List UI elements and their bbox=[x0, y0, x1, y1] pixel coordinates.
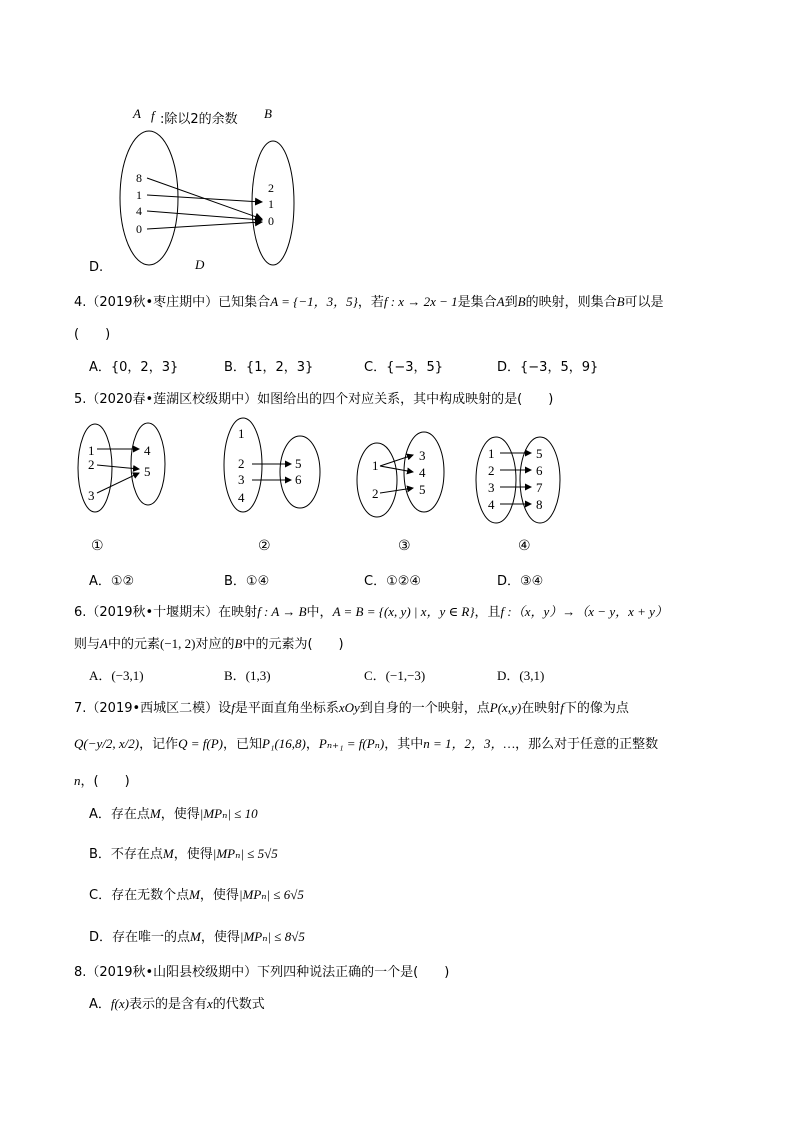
svg-text:5: 5 bbox=[295, 456, 302, 471]
answer-blank: ( ) bbox=[74, 327, 111, 342]
question-source: （2019秋•十堰期末） bbox=[86, 605, 219, 620]
q-expression: Q(−y/2, x/2) bbox=[74, 736, 140, 751]
right-elem: 1 bbox=[268, 197, 274, 211]
svg-text:5: 5 bbox=[536, 446, 543, 461]
option-c[interactable]: C．①②④ bbox=[364, 574, 422, 589]
left-elem: 8 bbox=[136, 171, 142, 185]
svg-text:4: 4 bbox=[238, 490, 245, 505]
option-d[interactable]: D．(3,1) bbox=[497, 668, 545, 683]
q7-stem-line1: 7.（2019•西城区二模）设f是平面直角坐标系xOy到自身的一个映射，点P(x,y)在映射f下的像为点 bbox=[74, 700, 629, 716]
right-elem: 0 bbox=[268, 214, 274, 228]
q8-stem: 8.（2019秋•山阳县校级期中）下列四种说法正确的一个是( ) bbox=[74, 965, 450, 980]
svg-text:6: 6 bbox=[536, 463, 543, 478]
q4-stem: 4.（2019秋•枣庄期中）已知集合A = {−1，3，5}，若f : x → 2x − 1是集合A到B的映射，则集合B可以是 bbox=[74, 294, 664, 310]
q7-stem-line3: n，( ) bbox=[74, 773, 130, 789]
left-elem: 1 bbox=[136, 188, 142, 202]
diagram-3 bbox=[357, 432, 444, 517]
option-d-letter: D. bbox=[89, 260, 104, 275]
option-b[interactable]: B．(1,3) bbox=[224, 668, 271, 683]
svg-text:2: 2 bbox=[88, 457, 95, 472]
option-a[interactable]: A．{0，2，3} bbox=[89, 360, 179, 375]
svg-text:1: 1 bbox=[88, 443, 95, 458]
right-elem: 2 bbox=[268, 181, 274, 195]
svg-text:5: 5 bbox=[144, 464, 151, 479]
option-a[interactable]: A．①② bbox=[89, 574, 135, 589]
option-c[interactable]: C．(−1,−3) bbox=[364, 668, 426, 683]
svg-text:4: 4 bbox=[488, 497, 495, 512]
question-number: 5. bbox=[74, 392, 87, 407]
svg-text:2: 2 bbox=[238, 456, 245, 471]
option-b[interactable]: B．不存在点M，使得|MPₙ| ≤ 5√5 bbox=[89, 846, 278, 862]
question-source: （2019秋•枣庄期中） bbox=[86, 295, 219, 310]
question-number: 6. bbox=[74, 605, 87, 620]
question-number: 7. bbox=[74, 701, 87, 716]
question-number: 8. bbox=[74, 965, 87, 980]
question-source: （2019•西城区二模） bbox=[86, 701, 219, 716]
svg-text:3: 3 bbox=[488, 480, 495, 495]
diagram-1 bbox=[78, 423, 165, 512]
diagram-4 bbox=[476, 437, 560, 523]
svg-text:2: 2 bbox=[488, 463, 495, 478]
svg-text:6: 6 bbox=[295, 472, 302, 487]
option-a[interactable]: A．存在点M，使得|MPₙ| ≤ 10 bbox=[89, 806, 258, 822]
svg-text:7: 7 bbox=[536, 480, 543, 495]
set-b-label: B bbox=[264, 106, 272, 121]
svg-text:4: 4 bbox=[144, 443, 151, 458]
option-d[interactable]: D．{−3，5，9} bbox=[497, 360, 599, 375]
option-b[interactable]: B．①④ bbox=[224, 574, 270, 589]
q6-stem-line1: 6.（2019秋•十堰期末）在映射f : A → B中，A = B = {(x, y) | x，y ∈ R}，且f :（x，y）→（x − y，x + y） bbox=[74, 604, 668, 620]
svg-text:3: 3 bbox=[88, 488, 95, 503]
diagram-caption: D bbox=[195, 257, 205, 272]
function-symbol: f bbox=[151, 108, 155, 123]
set-expression: A = {−1，3，5} bbox=[270, 294, 358, 309]
svg-text:1: 1 bbox=[488, 446, 495, 461]
svg-text:3: 3 bbox=[238, 472, 245, 487]
svg-text:3: 3 bbox=[419, 448, 426, 463]
q5-stem: 5.（2020春•莲湖区校级期中）如图给出的四个对应关系，其中构成映射的是( ) bbox=[74, 392, 554, 407]
option-b[interactable]: B．{1，2，3} bbox=[224, 360, 314, 375]
diagram-4-label: ④ bbox=[518, 538, 531, 554]
question-number: 4. bbox=[74, 295, 87, 310]
svg-text:8: 8 bbox=[536, 497, 543, 512]
diagram-2-label: ② bbox=[258, 538, 271, 554]
option-d[interactable]: D．存在唯一的点M，使得|MPₙ| ≤ 8√5 bbox=[89, 929, 305, 945]
svg-text:1: 1 bbox=[238, 426, 245, 441]
diagram-2 bbox=[224, 418, 320, 512]
svg-text:5: 5 bbox=[419, 482, 426, 497]
diagram-3-label: ③ bbox=[398, 538, 411, 554]
svg-text:1: 1 bbox=[372, 458, 379, 473]
question-source: （2019秋•山阳县校级期中） bbox=[86, 965, 258, 980]
map-expression: f : x → 2x − 1 bbox=[383, 294, 458, 309]
option-c[interactable]: C．{−3，5} bbox=[364, 360, 444, 375]
option-c[interactable]: C．存在无数个点M，使得|MPₙ| ≤ 6√5 bbox=[89, 887, 304, 903]
left-elem: 4 bbox=[136, 204, 142, 218]
svg-text:2: 2 bbox=[372, 486, 379, 501]
q7-stem-line2: Q(−y/2, x/2)，记作Q = f(P)，已知P₁(16,8)，Pₙ₊₁ = f(Pₙ)，其中n = 1，2，3，…，那么对于任意的正整数 bbox=[74, 736, 659, 752]
question-source: （2020春•莲湖区校级期中） bbox=[86, 392, 258, 407]
option-d[interactable]: D．③④ bbox=[497, 574, 544, 589]
function-description: :除以2的余数 bbox=[160, 112, 238, 127]
option-a[interactable]: A．(−3,1) bbox=[89, 668, 144, 683]
diagram-1-label: ① bbox=[91, 538, 104, 554]
option-a[interactable]: A．f(x)表示的是含有x的代数式 bbox=[89, 996, 265, 1012]
svg-text:4: 4 bbox=[419, 465, 426, 480]
left-elem: 0 bbox=[136, 222, 142, 236]
q6-stem-line2: 则与A中的元素(−1, 2)对应的B中的元素为( ) bbox=[74, 636, 344, 652]
set-a-label: A bbox=[133, 106, 141, 121]
